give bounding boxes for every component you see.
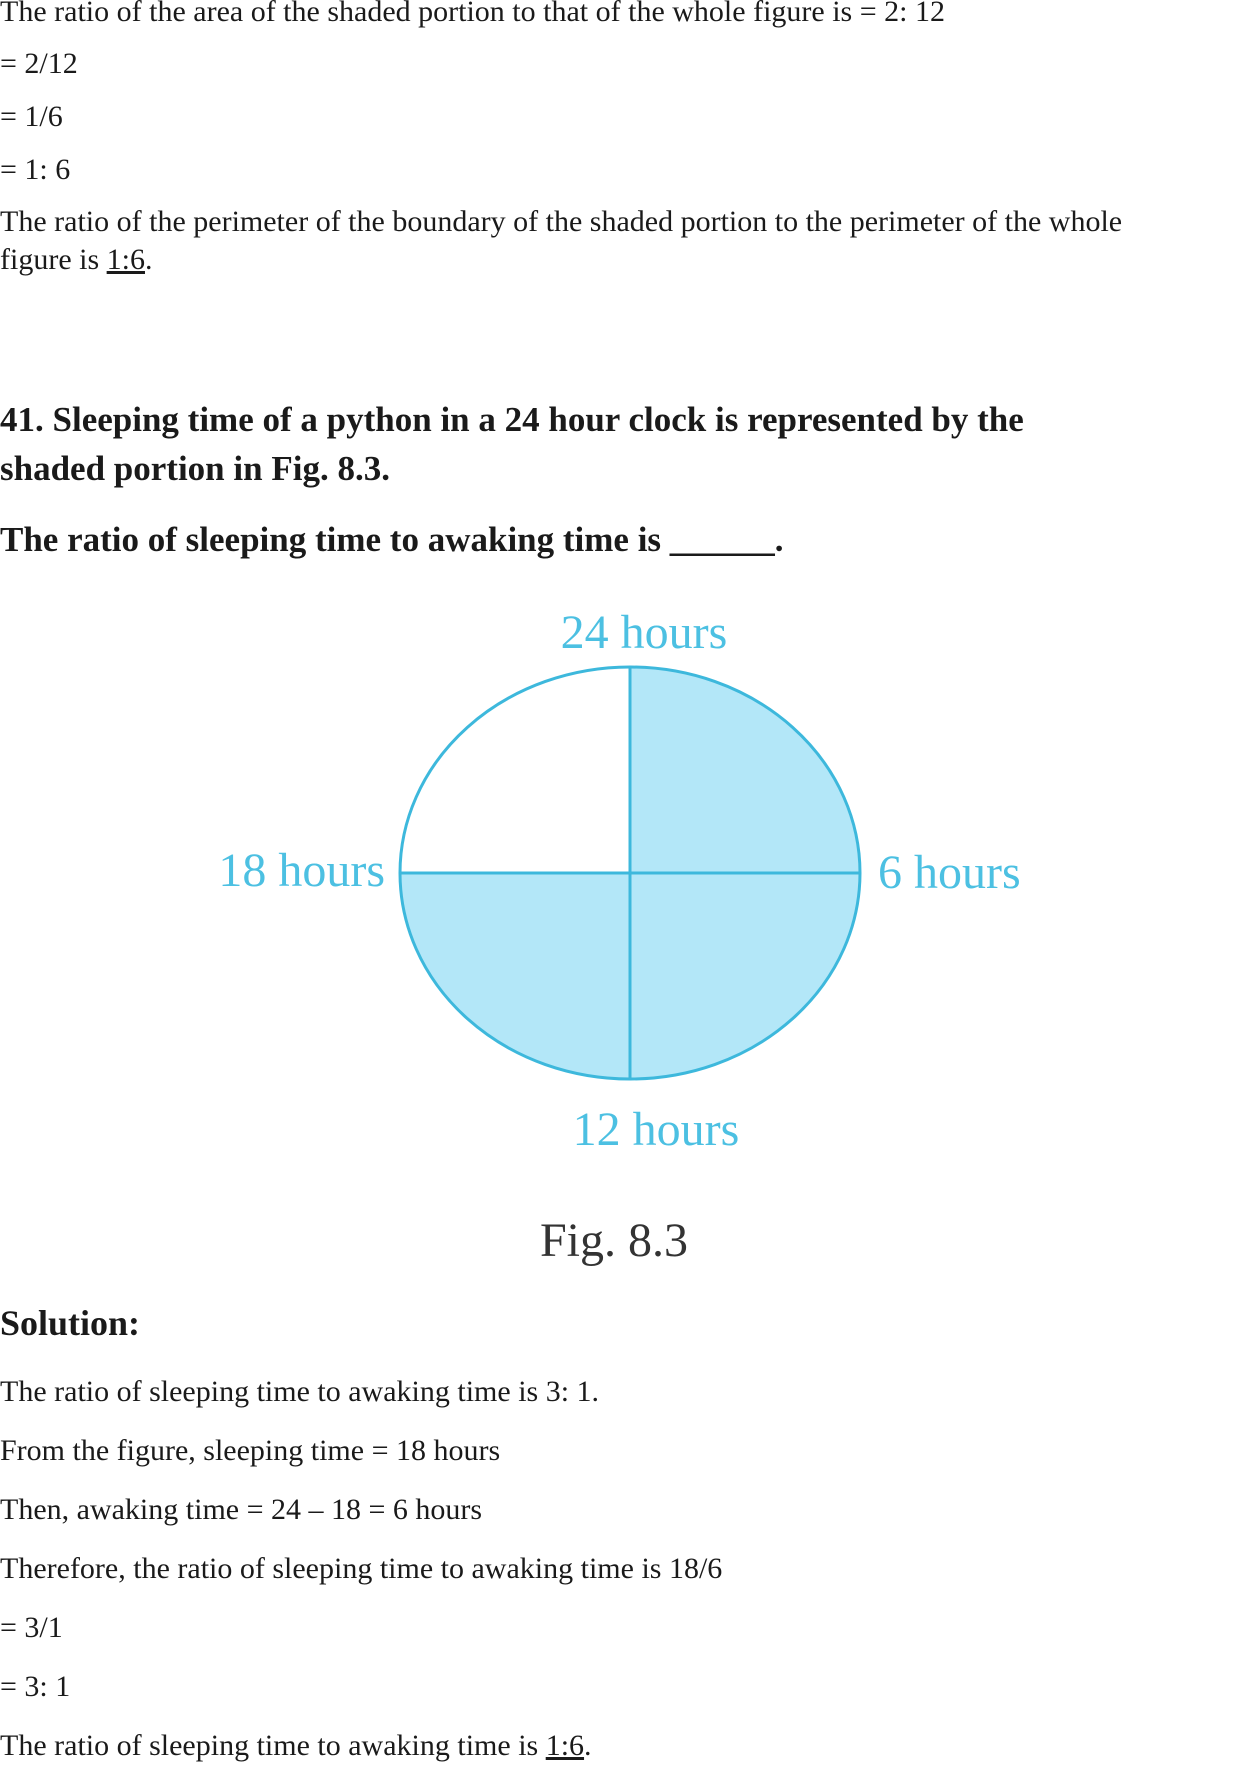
perimeter-line-1: The ratio of the perimeter of the boundary of the shaded portion to the perimeter of the whole [0, 205, 1123, 238]
solution-line-3: Then, awaking time = 24 – 18 = 6 hours [0, 1493, 483, 1526]
area-step-2: = 1/6 [0, 100, 63, 133]
perimeter-prefix: figure is [0, 243, 107, 276]
figure-caption: Fig. 8.3 [539, 1214, 689, 1267]
perimeter-line-2 [0, 240, 152, 280]
shaded-quadrant-top-right [630, 667, 860, 873]
unshaded-quadrant-top-left [400, 667, 630, 873]
clock-figure [0, 590, 1244, 1290]
label-12-hours: 12 hours [572, 1103, 740, 1156]
final-suffix: . [584, 1729, 592, 1762]
shaded-quadrant-bottom-left [400, 873, 630, 1079]
area-step-1: = 2/12 [0, 47, 78, 80]
question-line-2: shaded portion in Fig. 8.3. [0, 449, 390, 488]
solution-line-1: The ratio of sleeping time to awaking time is 3: 1. [0, 1375, 600, 1408]
label-18-hours: 18 hours [218, 844, 385, 897]
final-answer: 1:6 [545, 1729, 585, 1762]
area-step-3: = 1: 6 [0, 153, 71, 186]
question-line-3: The ratio of sleeping time to awaking time is ______. [0, 520, 784, 559]
question-line-1: 41. Sleeping time of a python in a 24 hour clock is represented by the [0, 400, 1024, 439]
solution-line-5: = 3/1 [0, 1611, 63, 1644]
perimeter-answer: 1:6 [106, 243, 145, 276]
shaded-quadrant-bottom-right [630, 873, 860, 1079]
solution-line-2: From the figure, sleeping time = 18 hours [0, 1434, 501, 1467]
solution-final-line [0, 1726, 592, 1766]
clock-circle [400, 667, 860, 1079]
area-ratio-line: The ratio of the area of the shaded portion to that of the whole figure is = 2: 12 [0, 0, 945, 28]
solution-line-4: Therefore, the ratio of sleeping time to awaking time is 18/6 [0, 1552, 723, 1585]
solution-heading: Solution: [0, 1303, 141, 1343]
label-24-hours: 24 hours [560, 606, 728, 659]
perimeter-suffix: . [144, 243, 153, 276]
solution-line-6: = 3: 1 [0, 1670, 71, 1703]
label-6-hours: 6 hours [878, 846, 1021, 899]
final-prefix: The ratio of sleeping time to awaking time is [0, 1729, 546, 1762]
